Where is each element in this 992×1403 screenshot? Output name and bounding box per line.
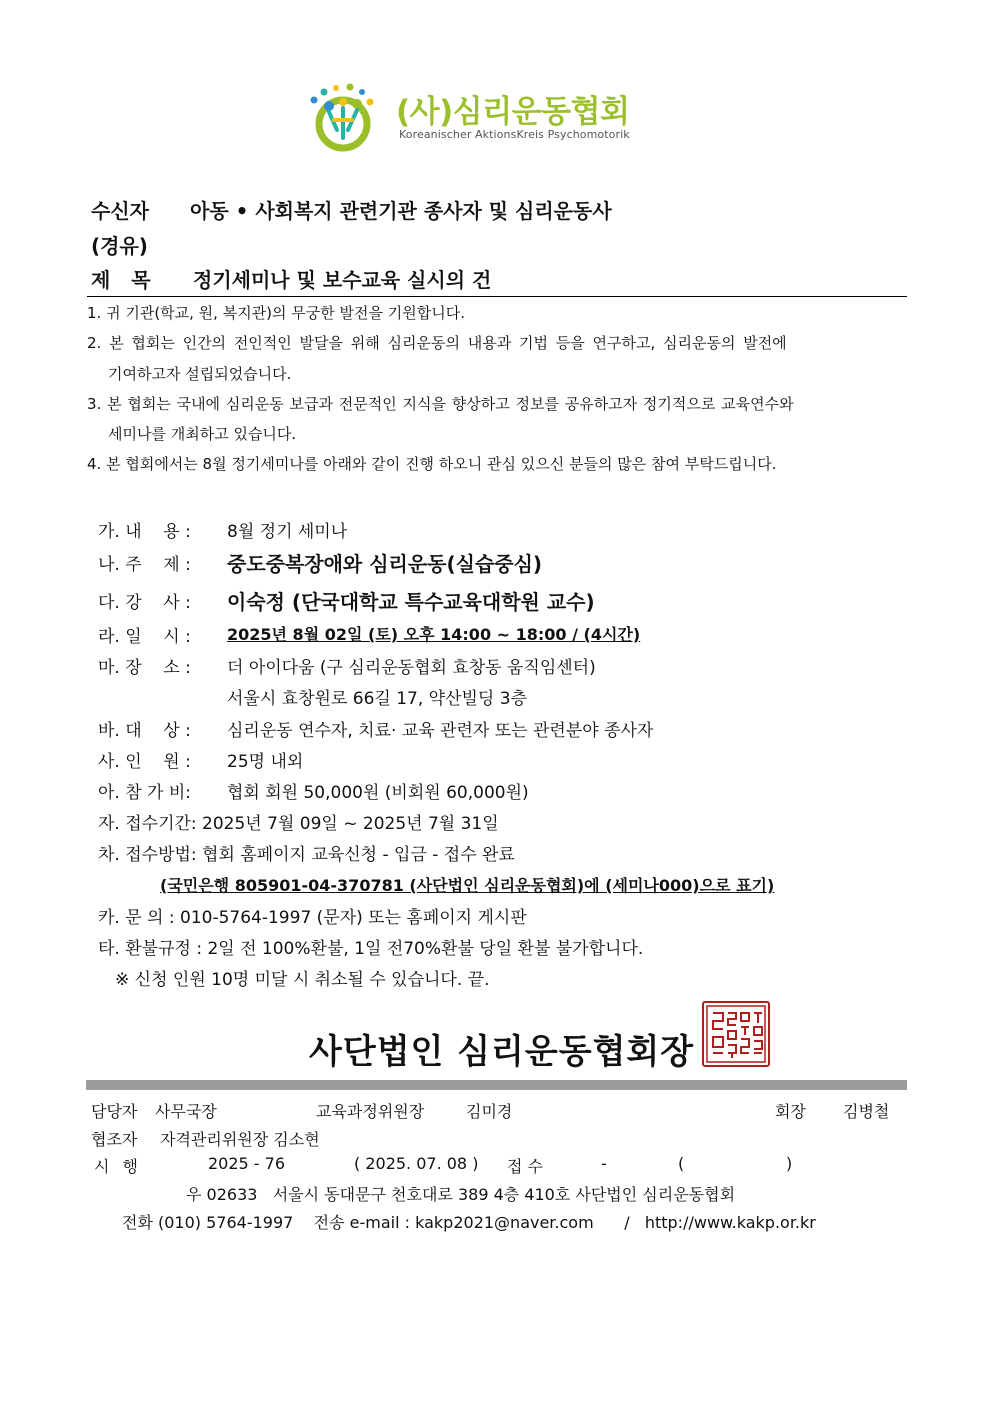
detail-fee-label: 아. 참 가 비:	[98, 783, 192, 803]
signature-title: 사단법인 심리운동협회장	[309, 1032, 695, 1072]
receipt-label: 접 수	[507, 1157, 543, 1176]
handler-1: 사무국장	[155, 1102, 217, 1121]
detail-datetime-value: 2025년 8월 02일 (토) 오후 14:00 ~ 18:00 / (4시간)	[227, 625, 641, 644]
paragraph-2-line-1: 2. 본 협회는 인간의 전인적인 발달을 위해 심리운동의 내용과 기법 등을 연구하고, 심리운동의 발전에	[87, 334, 787, 352]
cancellation-note: ※ 신청 인원 10명 미달 시 취소될 수 있습니다. 끝.	[115, 970, 490, 990]
logo-subtitle: Koreanischer AktionsKreis Psychomotorik	[399, 128, 630, 141]
paragraph-3-line-1: 3. 본 협회는 국내에 심리운동 보급과 전문적인 지식을 향상하고 정보를 공유하고자 정기적으로 교육연수와	[87, 395, 794, 413]
handler-label: 담당자	[91, 1102, 138, 1121]
official-seal-stamp	[702, 1001, 770, 1067]
detail-fee-value: 협회 회원 50,000원 (비회원 60,000원)	[227, 783, 529, 803]
detail-lecturer-value: 이숙정 (단국대학교 특수교육대학원 교수)	[227, 590, 595, 614]
detail-application-period: 자. 접수기간: 2025년 7월 09일 ~ 2025년 7월 31일	[98, 814, 499, 834]
logo-title: (사)심리운동협회	[396, 94, 630, 130]
subject-label: 제 목	[91, 268, 151, 292]
footer-divider-bar	[86, 1080, 907, 1090]
bank-account-info: (국민은행 805901-04-370781 (사단법인 심리운동협회)에 (세미나000)으로 표기)	[160, 876, 775, 895]
header-divider	[87, 296, 907, 297]
detail-venue-label: 마. 장 소 :	[98, 658, 191, 678]
issue-date: ( 2025. 07. 08 )	[354, 1154, 479, 1173]
issue-number: 2025 - 76	[208, 1154, 286, 1173]
subject: 정기세미나 및 보수교육 실시의 건	[193, 268, 492, 292]
detail-target-label: 바. 대 상 :	[98, 721, 191, 741]
detail-refund-policy: 타. 환불규정 : 2일 전 100%환불, 1일 전70%환불 당일 환불 불가합니다.	[98, 939, 644, 959]
handler-2-name: 김미경	[466, 1102, 513, 1121]
via-label: (경유)	[91, 234, 148, 258]
detail-topic-label: 나. 주 제 :	[98, 555, 191, 575]
footer-contact: 전화 (010) 5764-1997 전송 e-mail : kakp2021@naver.com / http://www.kakp.or.kr	[122, 1213, 816, 1232]
detail-application-method: 차. 접수방법: 협회 홈페이지 교육신청 - 입금 - 접수 완료	[98, 845, 515, 865]
issue-label: 시 행	[94, 1157, 138, 1176]
detail-capacity-label: 사. 인 원 :	[98, 752, 191, 772]
chair-label: 회장	[775, 1102, 806, 1121]
detail-venue-value-2: 서울시 효창원로 66길 17, 약산빌딩 3층	[227, 689, 527, 709]
detail-capacity-value: 25명 내외	[227, 752, 304, 772]
detail-lecturer-label: 다. 강 사 :	[98, 593, 191, 613]
detail-venue-value-1: 더 아이다움 (구 심리운동협회 효창동 움직임센터)	[227, 658, 596, 678]
recipient: 아동 • 사회복지 관련기관 종사자 및 심리운동사	[190, 199, 612, 223]
receipt-dash: -	[601, 1154, 607, 1173]
chair-name: 김병철	[843, 1102, 890, 1121]
paragraph-2-line-2: 기여하고자 설립되었습니다.	[108, 365, 292, 383]
detail-content-value: 8월 정기 세미나	[227, 522, 348, 542]
paragraph-1: 1. 귀 기관(학교, 원, 복지관)의 무궁한 발전을 기원합니다.	[87, 304, 465, 322]
detail-inquiry: 카. 문 의 : 010-5764-1997 (문자) 또는 홈페이지 게시판	[98, 908, 527, 928]
assist-value: 자격관리위원장 김소현	[160, 1130, 320, 1149]
detail-content-label: 가. 내 용 :	[98, 522, 191, 542]
assist-label: 협조자	[91, 1130, 138, 1149]
seal-pattern-icon	[704, 1003, 768, 1065]
receipt-paren: ( )	[678, 1154, 793, 1173]
detail-topic-value: 중도중복장애와 심리운동(실습중심)	[227, 552, 543, 576]
detail-target-value: 심리운동 연수자, 치료· 교육 관련자 또는 관련분야 종사자	[227, 721, 654, 741]
footer-address: 우 02633 서울시 동대문구 천호대로 389 4층 410호 사단법인 심리운동협회	[186, 1185, 736, 1204]
paragraph-4: 4. 본 협회에서는 8월 정기세미나를 아래와 같이 진행 하오니 관심 있으신 분들의 많은 참여 부탁드립니다.	[87, 455, 777, 473]
recipient-label: 수신자	[91, 199, 149, 223]
handler-2: 교육과정위원장	[316, 1102, 425, 1121]
paragraph-3-line-2: 세미나를 개최하고 있습니다.	[108, 425, 297, 443]
association-logo-icon	[304, 80, 382, 152]
detail-datetime-label: 라. 일 시 :	[98, 627, 191, 647]
